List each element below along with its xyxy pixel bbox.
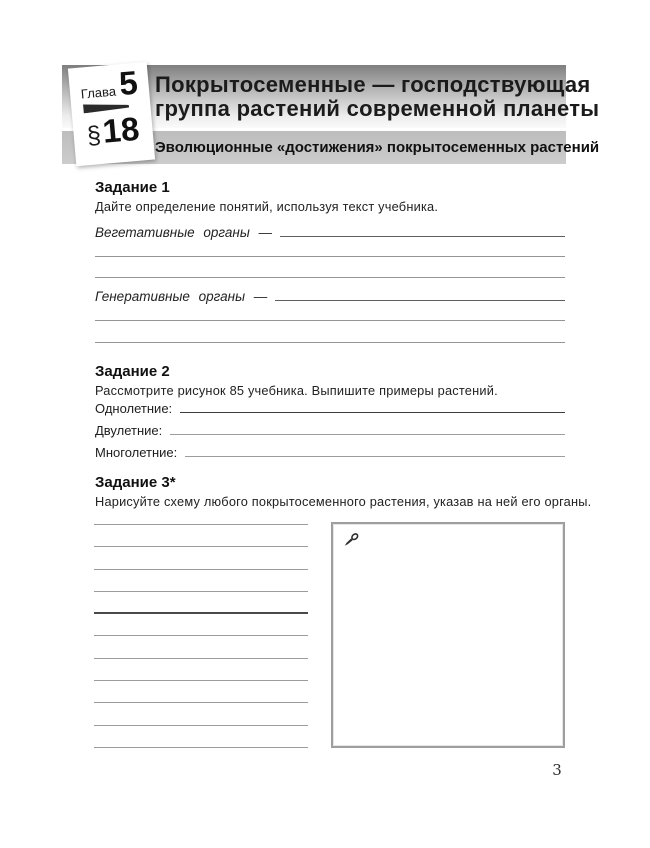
task2-field-annual-label: Однолетние: [95,401,173,416]
chapter-number: 5 [117,63,140,103]
writing-line[interactable] [94,612,308,614]
task2-field-biennial-label: Двулетние: [95,423,163,438]
section-symbol: § [85,121,103,151]
writing-line[interactable] [94,591,308,592]
chapter-label: Глава [80,83,117,102]
page-number: 3 [552,761,562,779]
task2-field-perennial-label: Многолетние: [95,445,178,460]
task3-instruction: Нарисуйте схему любого покрытосеменного растения, указав на ней его органы. [95,494,592,509]
section-subtitle: Эволюционные «достижения» покрытосеменных растений [155,139,600,156]
task1-instruction: Дайте определение понятий, используя текст учебника. [95,199,439,214]
task1-field-generative [95,286,565,304]
writing-line[interactable] [94,546,308,547]
writing-line[interactable] [94,680,308,681]
answer-line[interactable] [170,420,565,435]
task2-heading: Задание 2 [95,363,170,380]
section-number: 18 [100,109,141,150]
section-row [85,109,141,151]
answer-line[interactable] [280,222,565,237]
writing-line[interactable] [94,524,308,525]
writing-line[interactable] [94,635,308,636]
chapter-number-card [68,62,155,167]
answer-line[interactable] [180,398,565,413]
task2-field-annual [95,398,565,416]
writing-line[interactable] [95,256,565,257]
chapter-header [62,63,600,164]
writing-line[interactable] [94,569,308,570]
writing-line[interactable] [94,658,308,659]
writing-line[interactable] [94,702,308,703]
task3-heading: Задание 3* [95,474,176,491]
writing-line[interactable] [95,342,565,343]
answer-line[interactable] [275,286,565,301]
chapter-title-line1: Покрытосеменные — господствующая [155,71,591,97]
task1-heading: Задание 1 [95,179,170,196]
answer-line[interactable] [185,442,565,457]
paintbrush-icon [339,529,361,553]
writing-line[interactable] [95,277,565,278]
task2-field-biennial [95,420,565,438]
task2-field-perennial [95,442,565,460]
task1-field-vegetative-label: Вегетативные органы — [95,225,273,240]
task1-field-vegetative [95,222,565,240]
drawing-area[interactable] [331,522,565,748]
chapter-title-line2: группа растений современной планеты [155,95,600,121]
writing-line[interactable] [94,725,308,726]
writing-line[interactable] [94,747,308,748]
chapter-row [79,63,140,103]
task2-instruction: Рассмотрите рисунок 85 учебника. Выпишите примеры растений. [95,383,498,398]
writing-line[interactable] [95,320,565,321]
task1-field-generative-label: Генеративные органы — [95,289,268,304]
